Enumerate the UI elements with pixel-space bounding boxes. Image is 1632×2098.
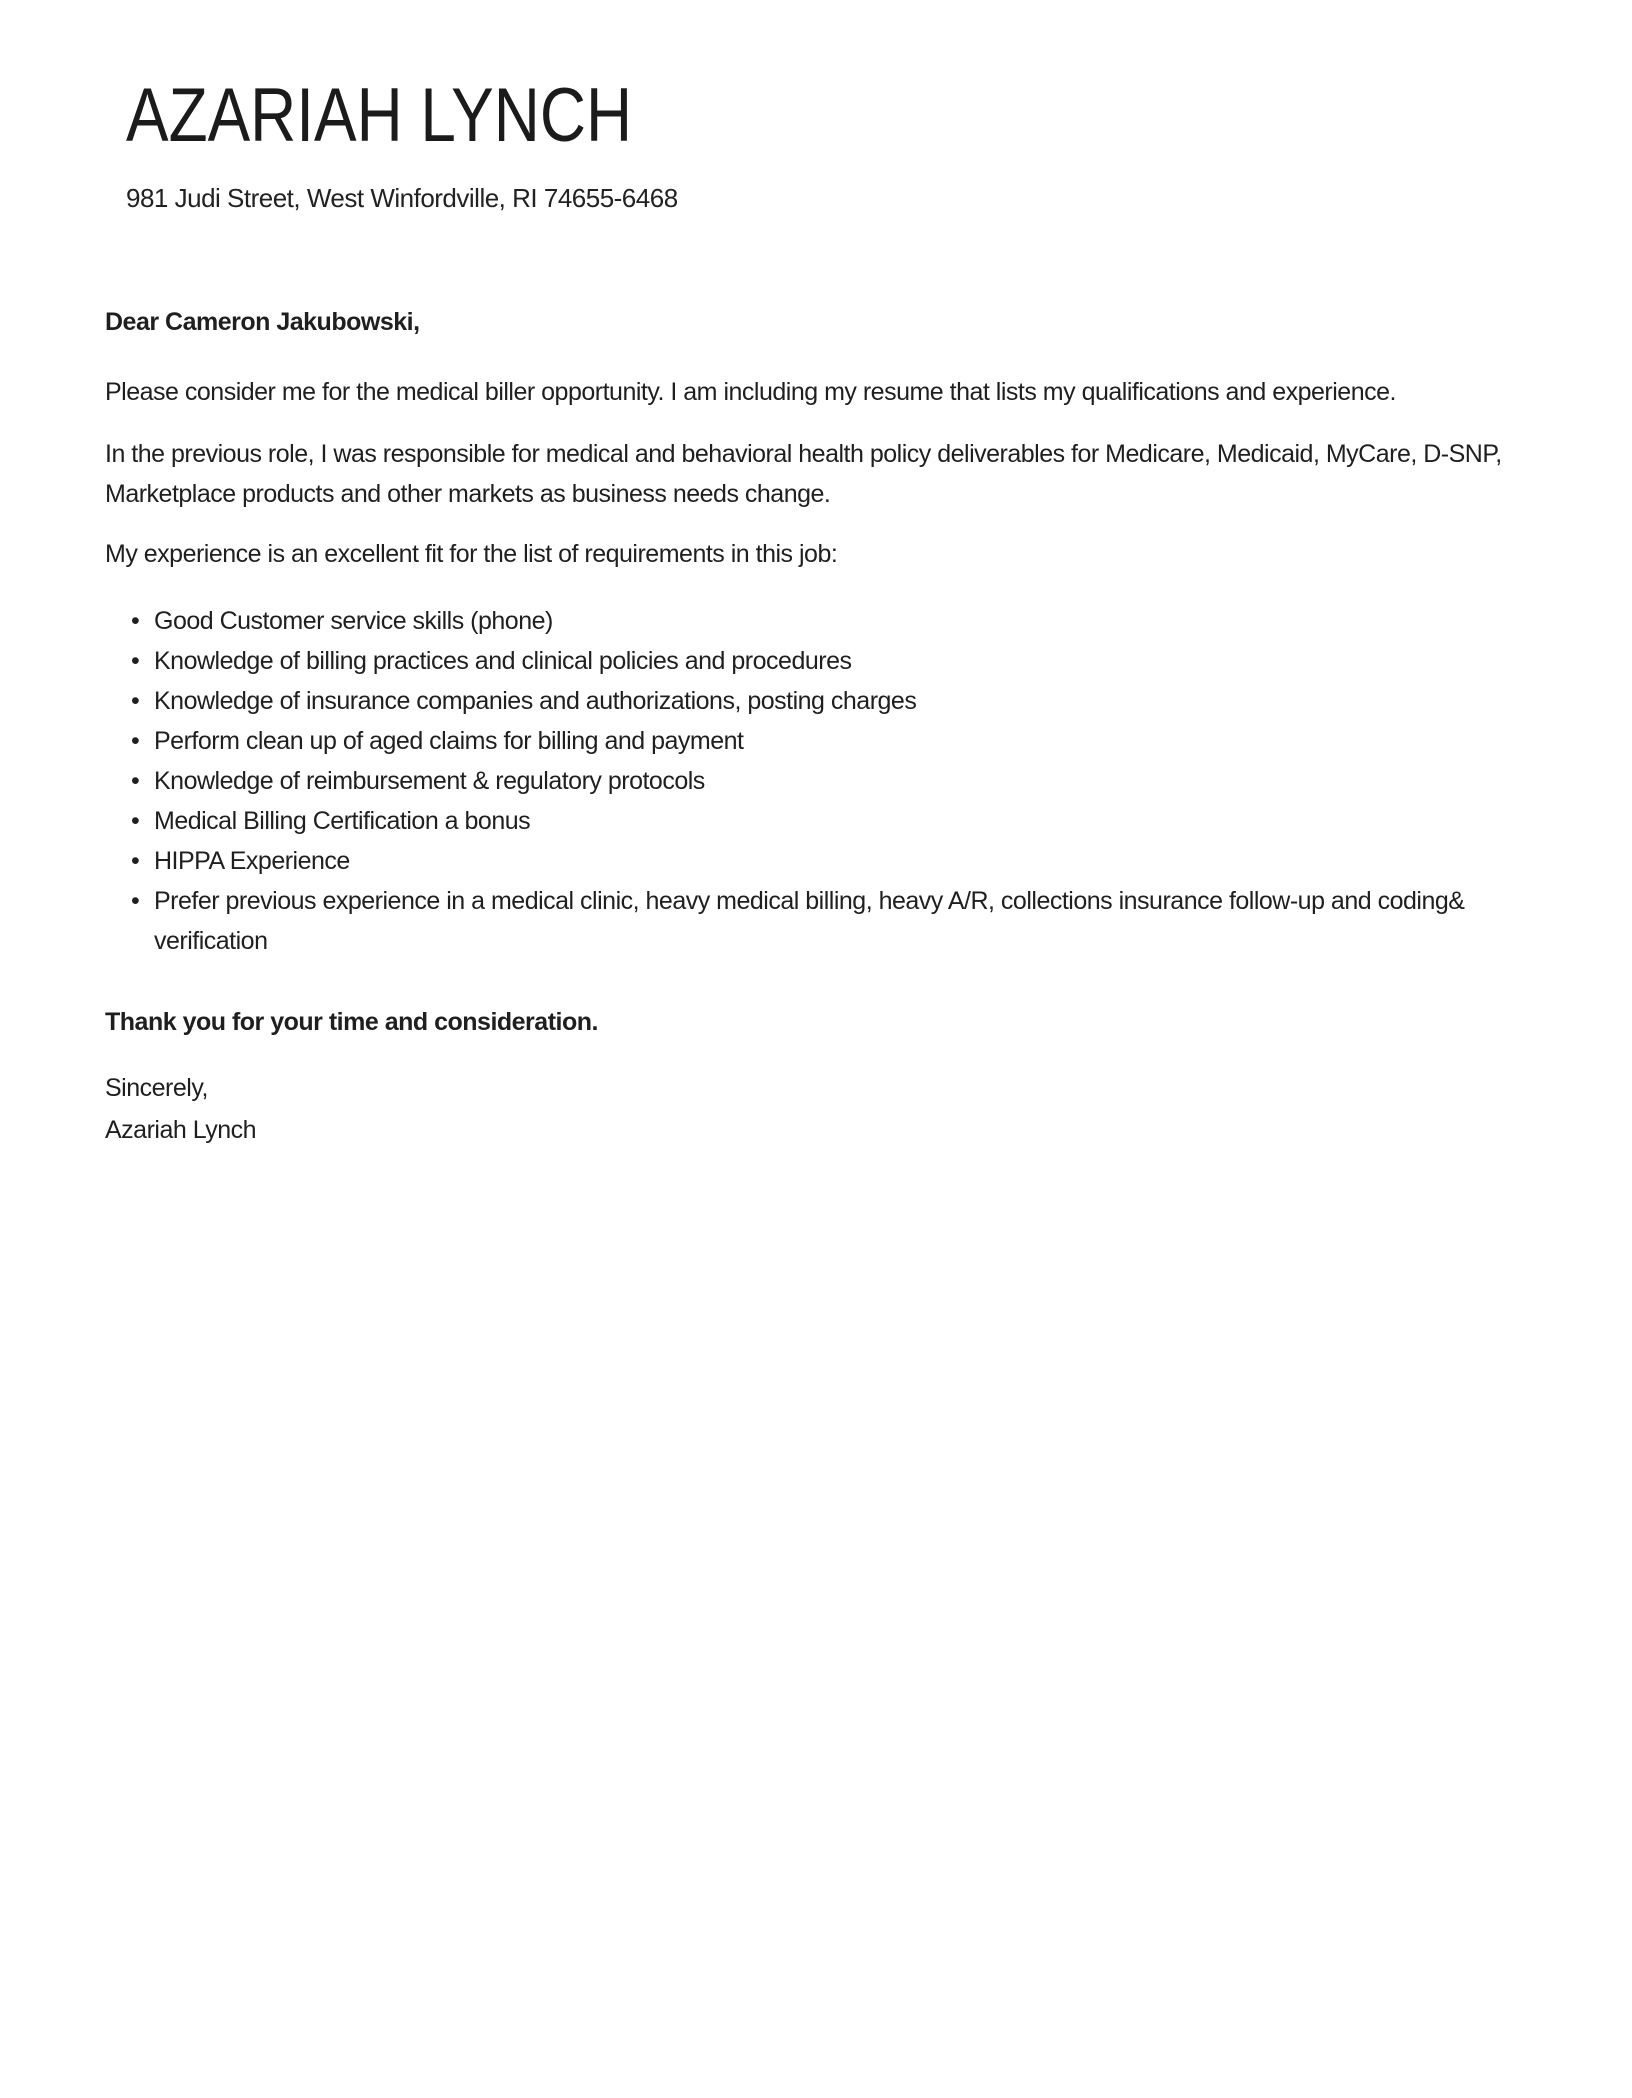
requirement-item: • Knowledge of reimbursement & regulatory protocols	[154, 761, 1562, 801]
requirements-list	[105, 601, 1562, 961]
paragraph-intro: Please consider me for the medical biller opportunity. I am including my resume that lists my qualifications and experience.	[105, 378, 1396, 406]
sender-name: AZARIAH LYNCH	[126, 73, 633, 158]
paragraph-fit: My experience is an excellent fit for the list of requirements in this job:	[105, 540, 838, 568]
requirement-item: • Knowledge of insurance companies and authorizations, posting charges	[154, 681, 1562, 721]
requirement-item: • Knowledge of billing practices and clinical policies and procedures	[154, 641, 1562, 681]
greeting-line: Dear Cameron Jakubowski,	[105, 308, 420, 336]
sender-address: 981 Judi Street, West Winfordville, RI 74655-6468	[126, 183, 678, 213]
requirement-item: • Medical Billing Certification a bonus	[154, 801, 1562, 841]
requirement-item: • Perform clean up of aged claims for billing and payment	[154, 721, 1562, 761]
signature-name: Azariah Lynch	[105, 1116, 256, 1144]
letter-body	[105, 302, 1562, 1151]
signoff-word: Sincerely,	[105, 1074, 208, 1102]
closing-line: Thank you for your time and consideration.	[105, 1008, 598, 1036]
requirement-item: • Prefer previous experience in a medical clinic, heavy medical billing, heavy A/R, collections insurance follow-up and coding& verification	[154, 881, 1562, 961]
paragraph-previous-role: In the previous role, I was responsible for medical and behavioral health policy deliverables for Medicare, Medicaid, MyCare, D-SNP, Marketplace products and other markets as business needs change.	[105, 440, 1502, 508]
letter-header	[126, 73, 1562, 218]
requirement-item: • HIPPA Experience	[154, 841, 1562, 881]
requirement-item: • Good Customer service skills (phone)	[154, 601, 1562, 641]
